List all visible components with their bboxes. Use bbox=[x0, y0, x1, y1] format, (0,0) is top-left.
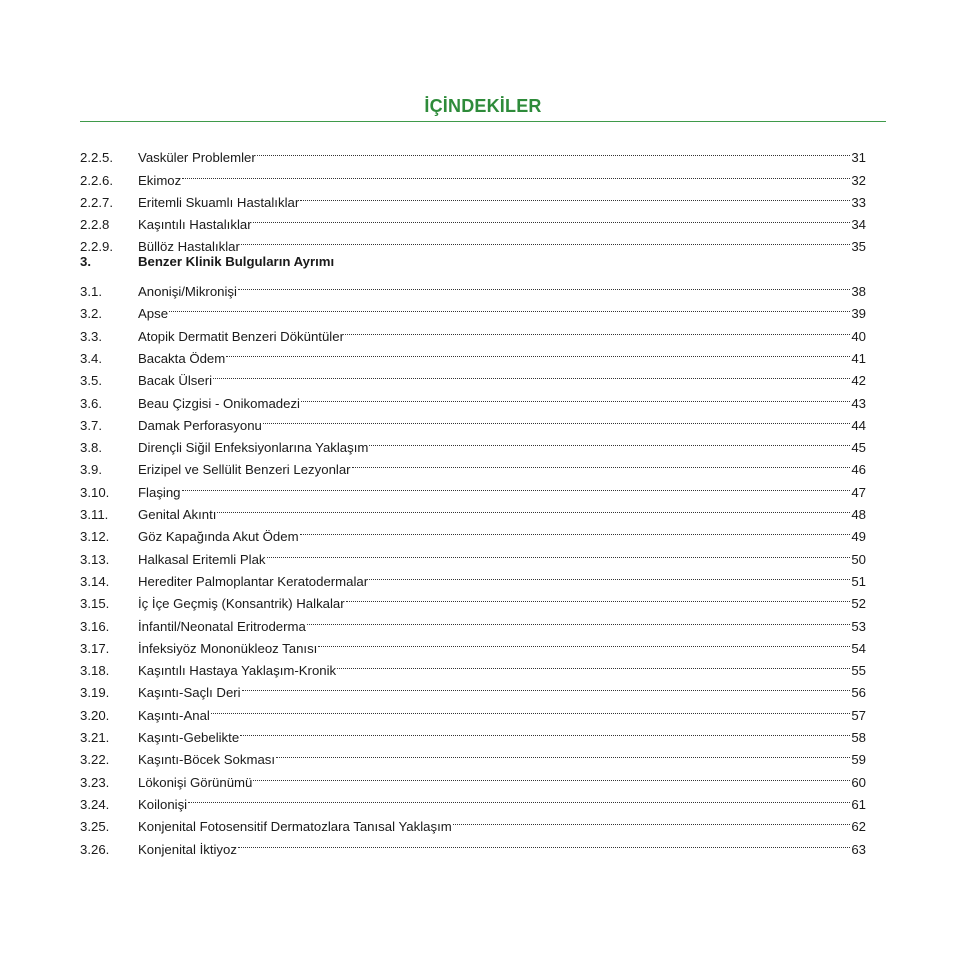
toc-entry-number: 3.26. bbox=[80, 841, 110, 857]
toc-entry-page-number: 35 bbox=[851, 239, 866, 255]
toc-entry-number: 3.3. bbox=[80, 328, 102, 344]
toc-dot-leader bbox=[211, 697, 850, 719]
toc-entry-number: 3.20. bbox=[80, 707, 110, 723]
toc-entry-page-number: 58 bbox=[851, 730, 866, 746]
toc-entry-number: 3.14. bbox=[80, 573, 110, 589]
toc-entry-page-number: 43 bbox=[851, 395, 866, 411]
toc-entry-page-number: 59 bbox=[851, 752, 866, 768]
toc-entry-number: 3.15. bbox=[80, 596, 110, 612]
toc-entry-number: 2.2.9. bbox=[80, 239, 113, 255]
toc-entry-title: Benzer Klinik Bulguların Ayrımı bbox=[138, 254, 335, 270]
toc-entry-page-number: 52 bbox=[851, 596, 866, 612]
toc-dot-leader bbox=[241, 229, 850, 251]
toc-dot-leader bbox=[169, 296, 850, 318]
toc-entry-title: Kaşıntı-Gebelikte bbox=[138, 730, 240, 746]
toc-entry bbox=[80, 185, 866, 210]
toc-dot-leader bbox=[238, 831, 850, 853]
toc-entry-number: 2.2.7. bbox=[80, 194, 113, 210]
toc-entry-title: Herediter Palmoplantar Keratodermalar bbox=[138, 573, 369, 589]
toc-entry-title: İnfeksiyöz Mononükleoz Tanısı bbox=[138, 640, 318, 656]
toc-entry-number: 2.2.8 bbox=[80, 217, 110, 233]
toc-entry-page-number: 53 bbox=[851, 618, 866, 634]
toc-entry-page-number: 47 bbox=[851, 484, 866, 500]
toc-dot-leader bbox=[182, 162, 850, 184]
toc-dot-leader bbox=[453, 809, 851, 831]
toc-entry-number: 3.21. bbox=[80, 730, 110, 746]
toc-entry bbox=[80, 497, 866, 523]
toc-entry-page-number: 61 bbox=[851, 796, 866, 812]
toc-entry-title: Kaşıntılı Hastalıklar bbox=[138, 217, 252, 233]
toc-dot-leader bbox=[267, 541, 851, 563]
toc-dot-leader bbox=[352, 452, 851, 474]
toc-entry-title: Apse bbox=[138, 306, 169, 322]
toc-dot-leader bbox=[217, 497, 850, 519]
toc-entry-page-number: 46 bbox=[851, 462, 866, 478]
toc-entry-page-number: 54 bbox=[851, 640, 866, 656]
toc-entry-page-number: 51 bbox=[851, 573, 866, 589]
toc-entry-number: 3.17. bbox=[80, 640, 110, 656]
toc-dot-leader bbox=[300, 185, 850, 207]
toc-entry bbox=[80, 296, 866, 322]
toc-entry-number: 3.8. bbox=[80, 440, 102, 456]
toc-entry-page-number: 57 bbox=[851, 707, 866, 723]
toc-dot-leader bbox=[345, 318, 850, 340]
toc-entry-title: Beau Çizgisi - Onikomadezi bbox=[138, 395, 300, 411]
toc-entry-title: Anonişi/Mikronişi bbox=[138, 284, 237, 300]
toc-entry-number: 3.19. bbox=[80, 685, 110, 701]
toc-entry-page-number: 42 bbox=[851, 373, 866, 389]
toc-dot-leader bbox=[346, 586, 851, 608]
toc-entry-title: Kaşıntılı Hastaya Yaklaşım-Kronik bbox=[138, 663, 337, 679]
toc-entry-page-number: 33 bbox=[851, 194, 866, 210]
page-title: İÇİNDEKİLER bbox=[424, 96, 542, 116]
toc-entry-title: Bacakta Ödem bbox=[138, 350, 226, 366]
toc-entry-title: Bacak Ülseri bbox=[138, 373, 213, 389]
toc-entry-number: 3.24. bbox=[80, 796, 110, 812]
toc-entry bbox=[80, 787, 866, 812]
toc-entry-page-number: 60 bbox=[851, 774, 866, 790]
toc-entry bbox=[80, 162, 866, 188]
toc-dot-leader bbox=[253, 207, 851, 229]
toc-dot-leader bbox=[276, 742, 850, 764]
toc-entry-title: Konjenital İktiyoz bbox=[138, 841, 237, 857]
toc-entry-page-number: 39 bbox=[851, 306, 866, 322]
toc-dot-leader bbox=[242, 675, 851, 697]
toc-entry-number: 3.22. bbox=[80, 752, 110, 768]
toc-dot-leader bbox=[188, 787, 850, 809]
toc-entry-number: 3.12. bbox=[80, 529, 110, 545]
toc-entry-title: Ekimoz bbox=[138, 172, 182, 188]
toc-entry-title: Lökonişi Görünümü bbox=[138, 774, 253, 790]
toc-entry-page-number: 44 bbox=[851, 417, 866, 433]
toc-entry-title: Kaşıntı-Böcek Sokması bbox=[138, 752, 276, 768]
toc-entry-number: 3.5. bbox=[80, 373, 102, 389]
toc-entry-title: Halkasal Eritemli Plak bbox=[138, 551, 266, 567]
toc-entry-page-number: 32 bbox=[851, 172, 866, 188]
toc-entry-page-number: 48 bbox=[851, 507, 866, 523]
toc-entry-number: 3.18. bbox=[80, 663, 110, 679]
toc-entry-number: 3.13. bbox=[80, 551, 110, 567]
toc-entry-number: 2.2.6. bbox=[80, 172, 113, 188]
toc-dot-leader bbox=[369, 564, 850, 586]
toc-entry-number: 3.10. bbox=[80, 484, 110, 500]
toc-entry-title: Dirençli Siğil Enfeksiyonlarına Yaklaşım bbox=[138, 440, 369, 456]
toc-entry bbox=[80, 274, 866, 300]
toc-entry bbox=[80, 318, 866, 344]
toc-entry-number: 3.1. bbox=[80, 284, 102, 300]
toc-entry-number: 3.4. bbox=[80, 350, 102, 366]
toc-dot-leader bbox=[257, 140, 851, 162]
toc-entry bbox=[80, 140, 866, 166]
toc-entry-title: Atopik Dermatit Benzeri Döküntüler bbox=[138, 328, 344, 344]
toc-entry-number: 3.23. bbox=[80, 774, 110, 790]
toc-entry-title: Erizipel ve Sellülit Benzeri Lezyonlar bbox=[138, 462, 351, 478]
toc-entry-number: 3.2. bbox=[80, 306, 102, 322]
toc-entry-page-number: 41 bbox=[851, 350, 866, 366]
toc-entry-page-number: 38 bbox=[851, 284, 866, 300]
toc-entry-title: Büllöz Hastalıklar bbox=[138, 239, 240, 255]
toc-entry bbox=[80, 809, 866, 835]
toc-entry-title: Vasküler Problemler bbox=[138, 150, 256, 166]
toc-entry-page-number: 34 bbox=[851, 217, 866, 233]
toc-entry-page-number: 40 bbox=[851, 328, 866, 344]
toc-section-heading bbox=[80, 251, 866, 273]
toc-dot-leader bbox=[301, 385, 850, 407]
toc-entry bbox=[80, 474, 866, 500]
toc-entry-page-number: 49 bbox=[851, 529, 866, 545]
toc-entry-title: Kaşıntı-Saçlı Deri bbox=[138, 685, 241, 701]
toc-entry-page-number: 63 bbox=[851, 841, 866, 857]
toc-dot-leader bbox=[253, 764, 850, 786]
toc-entry-number: 3.7. bbox=[80, 417, 102, 433]
toc-entry-page-number: 56 bbox=[851, 685, 866, 701]
toc-entry-page-number: 45 bbox=[851, 440, 866, 456]
toc-entry-number: 3. bbox=[80, 254, 91, 270]
toc-entry-title: Koilonişi bbox=[138, 796, 188, 812]
toc-dot-leader bbox=[226, 341, 850, 363]
toc-entry-number: 3.16. bbox=[80, 618, 110, 634]
toc-dot-leader bbox=[240, 720, 850, 742]
toc-dot-leader bbox=[238, 274, 850, 296]
toc-entry-title: Eritemli Skuamlı Hastalıklar bbox=[138, 194, 300, 210]
toc-entry-number: 3.25. bbox=[80, 819, 110, 835]
toc-dot-leader bbox=[263, 408, 850, 430]
toc-entry-number: 3.6. bbox=[80, 395, 102, 411]
toc-entry-page-number: 31 bbox=[851, 150, 866, 166]
toc-dot-leader bbox=[318, 631, 850, 653]
toc-entry-title: Konjenital Fotosensitif Dermatozlara Tanısal Yaklaşım bbox=[138, 819, 452, 835]
toc-dot-leader bbox=[307, 608, 850, 630]
title-divider bbox=[80, 121, 886, 122]
toc-entry-number: 3.11. bbox=[80, 507, 109, 523]
toc-entry-number: 3.9. bbox=[80, 462, 102, 478]
toc-entry-title: Genital Akıntı bbox=[138, 507, 217, 523]
toc-dot-leader bbox=[213, 363, 850, 385]
toc-entry-title: Kaşıntı-Anal bbox=[138, 707, 210, 723]
toc-entry-page-number: 62 bbox=[851, 819, 866, 835]
toc-entry-number: 2.2.5. bbox=[80, 150, 113, 166]
toc-entry-title: İç İçe Geçmiş (Konsantrik) Halkalar bbox=[138, 596, 345, 612]
toc-entry-title: Damak Perforasyonu bbox=[138, 417, 262, 433]
toc-entry-page-number: 55 bbox=[851, 663, 866, 679]
toc-entry-title: Göz Kapağında Akut Ödem bbox=[138, 529, 299, 545]
toc-dot-leader bbox=[337, 653, 850, 675]
toc-dot-leader bbox=[300, 519, 851, 541]
toc-entry-title: İnfantil/Neonatal Eritroderma bbox=[138, 618, 306, 634]
toc-entry-title: Flaşing bbox=[138, 484, 181, 500]
toc-dot-leader bbox=[369, 430, 850, 452]
table-of-contents bbox=[80, 140, 866, 857]
toc-entry-page-number: 50 bbox=[851, 551, 866, 567]
toc-dot-leader bbox=[182, 474, 851, 496]
